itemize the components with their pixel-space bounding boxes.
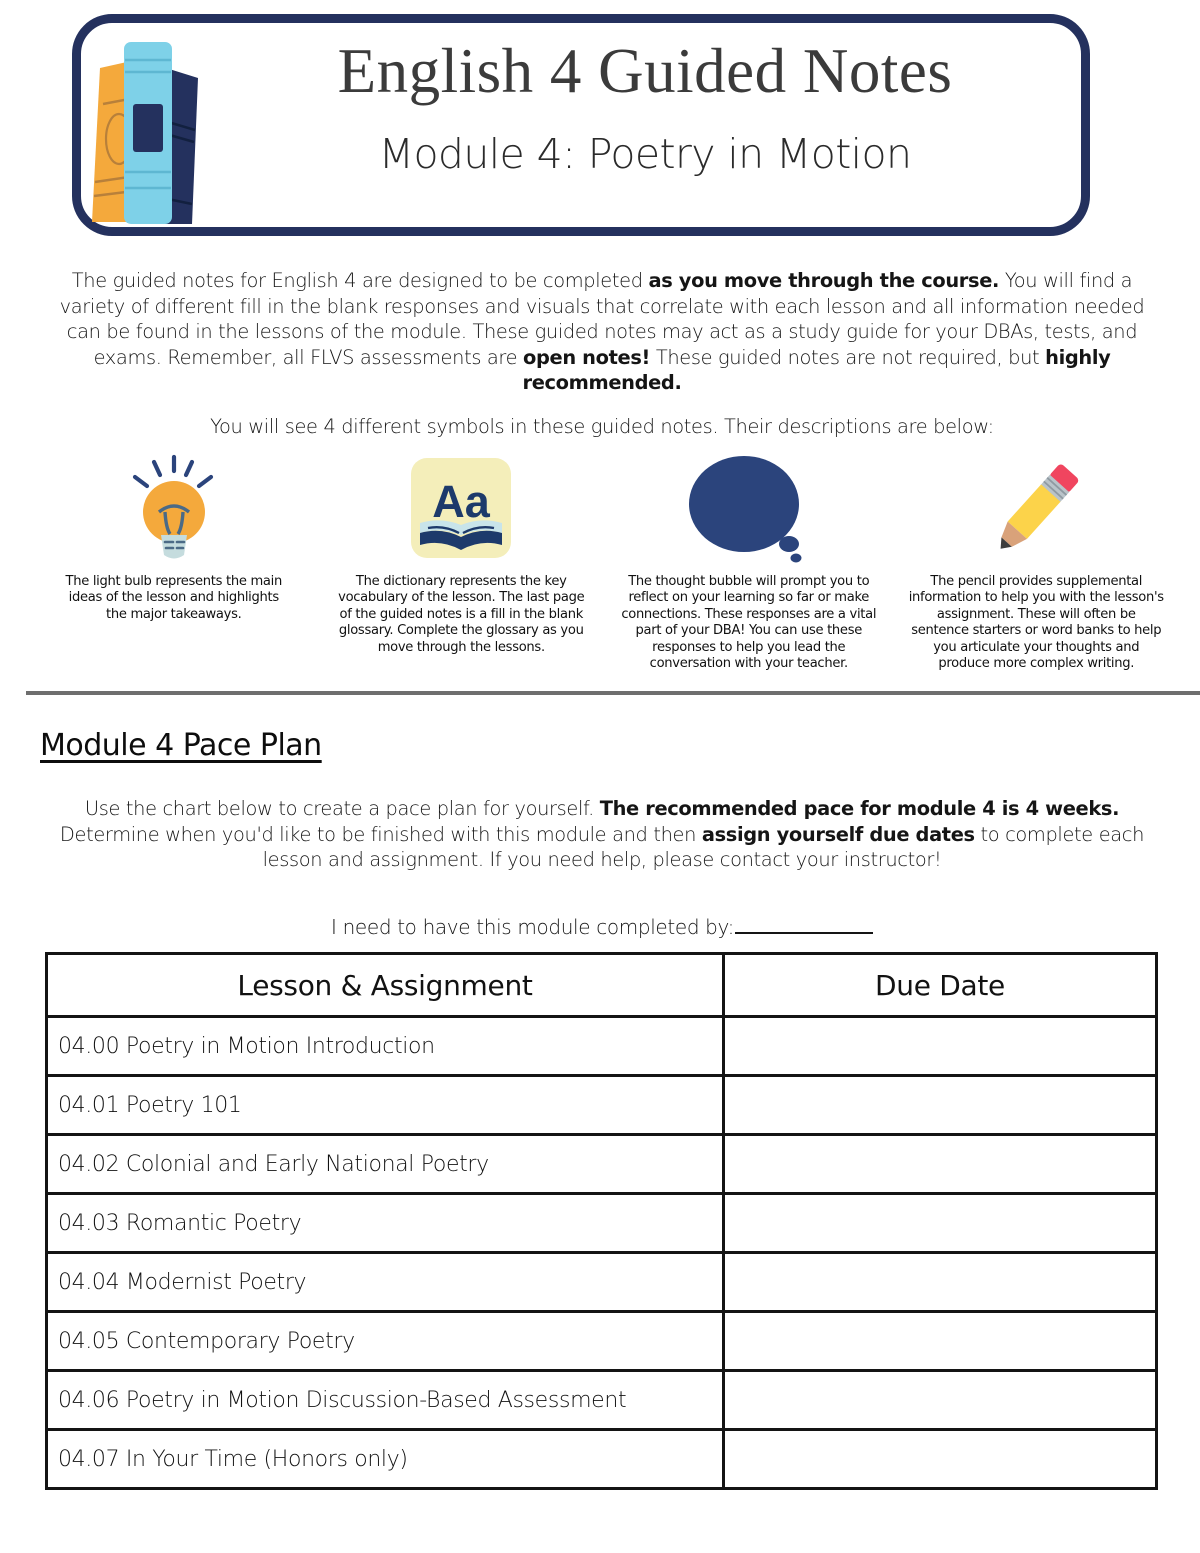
light-bulb-icon xyxy=(121,453,227,563)
column-header-lesson: Lesson & Assignment xyxy=(47,954,724,1017)
cell-lesson: 04.04 Modernist Poetry xyxy=(47,1253,724,1312)
dictionary-icon xyxy=(408,455,514,561)
cell-due-date[interactable] xyxy=(724,1135,1157,1194)
intro-text-3: These guided notes are not required, but xyxy=(650,345,1046,369)
table-row xyxy=(47,1430,1157,1489)
intro-paragraph xyxy=(52,268,1152,396)
symbol-item-dictionary xyxy=(318,452,606,656)
intro-text-2: You will find a variety of different fill in the blank responses and visuals that correlate with each lesson and all information needed can be found in the lessons of the module. These guided notes may act as a study guide for your DBAs, tests, and exams. Remember, all FLVS assessments are xyxy=(59,269,1145,369)
cell-lesson: 04.03 Romantic Poetry xyxy=(47,1194,724,1253)
thought-bubble-icon xyxy=(686,452,812,564)
books-illustration xyxy=(62,26,242,238)
symbols-legend xyxy=(30,452,1180,672)
symbol-description-pencil: The pencil provides supplemental information to help you with the lesson's assignment. These will often be sentence starters or word banks to help you articulate your thoughts and produce more complex writing. xyxy=(908,574,1164,672)
header-banner xyxy=(0,0,1200,252)
cell-lesson: 04.01 Poetry 101 xyxy=(47,1076,724,1135)
section-divider xyxy=(26,691,1200,695)
cell-due-date[interactable] xyxy=(724,1253,1157,1312)
cell-due-date[interactable] xyxy=(724,1312,1157,1371)
completed-by-line xyxy=(52,915,1152,939)
cell-due-date[interactable] xyxy=(724,1017,1157,1076)
symbol-description-thought-bubble: The thought bubble will prompt you to reflect on your learning so far or make connections. These responses are a vital part of your DBA! You can use these responses to help you lead the conversation with your teacher. xyxy=(621,574,877,672)
pace-plan-heading: Module 4 Pace Plan xyxy=(40,728,322,763)
symbol-item-light-bulb xyxy=(30,452,318,623)
table-row xyxy=(47,1253,1157,1312)
cell-lesson: 04.05 Contemporary Poetry xyxy=(47,1312,724,1371)
cell-due-date[interactable] xyxy=(724,1194,1157,1253)
table-row xyxy=(47,1312,1157,1371)
symbol-item-thought-bubble xyxy=(605,452,893,672)
pace-text-2: Determine when you'd like to be finished with this module and then xyxy=(59,822,702,846)
symbols-lead-text: You will see 4 different symbols in these guided notes. Their descriptions are below: xyxy=(210,415,994,438)
table-row xyxy=(47,1076,1157,1135)
intro-bold-3: highly recommended. xyxy=(522,345,1111,395)
symbol-item-pencil xyxy=(893,452,1181,672)
table-row xyxy=(47,1371,1157,1430)
pace-text-3: to complete each lesson and assignment. If you need help, please contact your instructor! xyxy=(262,822,1145,872)
cell-lesson: 04.06 Poetry in Motion Discussion-Based Assessment xyxy=(47,1371,724,1430)
pace-text-1: Use the chart below to create a pace plan for yourself. xyxy=(84,797,600,820)
thought-bubble-art xyxy=(686,452,812,564)
cell-lesson: 04.02 Colonial and Early National Poetry xyxy=(47,1135,724,1194)
intro-bold-1: as you move through the course. xyxy=(648,269,1000,292)
cell-due-date[interactable] xyxy=(724,1076,1157,1135)
pencil-icon xyxy=(980,452,1092,564)
symbol-description-light-bulb: The light bulb represents the main ideas of the lesson and highlights the major takeaways. xyxy=(65,574,282,622)
table-row xyxy=(47,1017,1157,1076)
svg-text:Aa: Aa xyxy=(432,476,491,527)
table-header-row xyxy=(47,954,1157,1017)
module-subtitle: Module 4: Poetry in Motion xyxy=(378,130,912,178)
pencil-art xyxy=(980,452,1092,564)
table-body xyxy=(47,1017,1157,1489)
cell-due-date[interactable] xyxy=(724,1371,1157,1430)
intro-bold-2: open notes! xyxy=(523,345,651,369)
light-bulb-art xyxy=(121,452,227,564)
completed-by-input[interactable] xyxy=(735,915,873,934)
completed-by-label: I need to have this module completed by: xyxy=(331,915,734,939)
pace-bold-2: assign yourself due dates xyxy=(701,822,975,846)
cell-lesson: 04.07 In Your Time (Honors only) xyxy=(47,1430,724,1489)
pace-plan-paragraph xyxy=(52,796,1152,873)
table-row xyxy=(47,1135,1157,1194)
symbol-description-dictionary: The dictionary represents the key vocabulary of the lesson. The last page of the guided notes is a fill in the blank glossary. Complete the glossary as you move through the lessons. xyxy=(338,574,585,655)
page-title: English 4 Guided Notes xyxy=(337,36,953,106)
cell-lesson: 04.00 Poetry in Motion Introduction xyxy=(47,1017,724,1076)
column-header-due-date: Due Date xyxy=(724,954,1157,1017)
pace-bold-1: The recommended pace for module 4 is 4 weeks. xyxy=(599,797,1120,820)
intro-text-1: The guided notes for English 4 are designed to be completed xyxy=(71,269,649,292)
dictionary-art xyxy=(408,452,514,564)
table-row xyxy=(47,1194,1157,1253)
cell-due-date[interactable] xyxy=(724,1430,1157,1489)
pace-plan-table xyxy=(45,952,1158,1490)
